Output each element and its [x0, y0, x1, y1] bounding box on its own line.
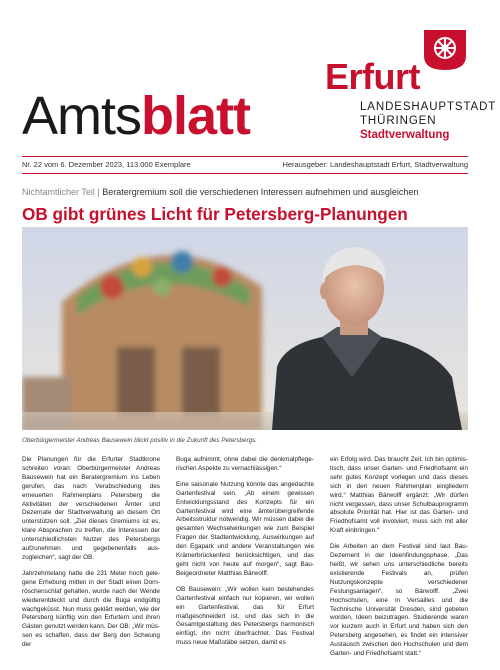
masthead-title-amts: Amts [22, 86, 142, 146]
article-headline: OB gibt grünes Licht für Petersberg-Planungen [22, 204, 408, 224]
article-column-2 [176, 456, 314, 655]
city-subtitle-region: THÜRINGEN [360, 115, 437, 127]
paragraph: Eine saisonale Nutzung könnte das angedachte Gartenfestival sein. „Ab einem gewissen Entwicklungsstand des Konzepts für ein Gartenfestival wird eine ämterübergreifende Arbeitsstruktur notwendig. Wir müssen dabei die gesamten Wechselwirkungen wie zum Beispiel Fragen der Stadtentwicklung, Auswirkungen auf den Egapark und andere Veranstaltungen wie Krämerbrückenfest berücksichtigen, und das geht nicht von heute auf morgen“, sagt Bau-Beigeordneter Matthias Bärwolff. [176, 480, 314, 577]
article-kicker [22, 186, 418, 198]
paragraph: OB Bausewein: „Wir wollen kein bestehendes Gartenfestival einfach nur kopieren, wir wollen ein Gartenfestival, das für Erfurt maßgeschneidert ist, und das sich in die Gesamtgestaltung des Petersbergs harmonisch einfügt, ihn nicht überfrachtet. Das Festival muss neue Maßstäbe setzen, damit es [176, 585, 314, 647]
city-name: Erfurt [325, 56, 420, 97]
masthead-title [22, 86, 250, 146]
paragraph: Die Planungen für die Erfurter Stadtkrone schreiten voran: Oberbürgermeister Andreas Bausewein hat ein Beratergremium ins Leben gerufen, das nach Verabschiedung des erneuerten Rahmenplans Petersberg die Aktivitäten der verschiedenen Ämter und Dezernate der Stadtverwaltung an diesem Ort unterstützen soll. „Ziel dieses Gremiums ist es, klare Absprachen zu treffen, die Interessen der unterschiedlichsten Nutzer des Petersbergs aufzunehmen und gegebenenfalls auszugleichen“, sagt der OB. [22, 456, 160, 561]
issue-bottom-rule [22, 173, 468, 174]
city-subtitle-state: LANDESHAUPTSTADT [360, 101, 497, 113]
paragraph: Jahrzehntelang hatte die 231 Meter hoch gelegene Erhebung mitten in der Stadt einen Dornröschenschlaf gehalten, wurde nach der Wende wiederentdeckt und durch die Buga endgültig wachgeküsst. Nun muss geklärt werden, wie der Petersberg künftig von den Erfurtern und ihren Gästen genutzt werden kann. Der OB: „Wir müssen es schaffen, dass der Berg den Schwung der [22, 569, 160, 649]
article-column-1 [22, 456, 160, 657]
paragraph: Die Arbeiten an dem Festival sind laut Bau-Dezernent in der Ideenfindungsphase. „Das heißt, wir sehen uns unterschiedliche bereits existierende Festivals an, prüfen Nutzungskonzepte verschiedener Festungsanlagen“, so Bärwolff. „Zwei Hochschulen, eine in Versailles und die Technische Universität Dresden, sind gebeten worden, Ideen beizutragen. Studierende waren vor kurzem auch in Erfurt und haben sich den Petersberg angesehen, es findet ein intensiver Austausch zwischen den Hochschulen und dem Garten- und Friedhofsamt statt.“ [330, 543, 468, 658]
kicker-separator: | [94, 187, 103, 197]
issue-top-rule [22, 156, 468, 157]
photo-caption: Oberbürgermeister Andreas Bausewein blickt positiv in die Zukunft des Petersbergs. [22, 437, 257, 444]
issue-publisher: Herausgeber: Landeshauptstadt Erfurt, Stadtverwaltung [282, 160, 468, 169]
issue-number: Nr. 22 vom 6. Dezember 2023, 113.000 Exemplare [22, 160, 191, 169]
paragraph: ein Erfolg wird. Das braucht Zeit. Ich bin optimistisch, dass unser Garten- und Friedhofsamt ein sehr gutes Konzept vorlegen und dass dieses sich in den neuen Rahmenplan eingliedern wird.“ Matthias Bärwolff ergänzt: „Wir dürfen nicht vergessen, dass unser Schulbauprogramm absolute Priorität hat. Hier ist das Garten- und Friedhofsamt voll involviert, muss sich mit aller Kraft einbringen.“ [330, 456, 468, 535]
section-tag: Nichtamtlicher Teil [22, 187, 95, 197]
kicker-text: Beratergremium soll die verschiedenen Interessen aufnehmen und ausgleichen [102, 187, 419, 197]
paragraph: Buga aufnimmt, ohne dabei die denkmalpflegerischen Aspekte zu vernachlässigen.“ [176, 456, 314, 472]
article-photo [22, 227, 468, 430]
masthead-title-blatt: blatt [141, 86, 251, 146]
city-subtitle-administration: Stadtverwaltung [360, 129, 450, 141]
article-column-3 [330, 456, 468, 666]
erfurt-wheel-icon [424, 30, 466, 70]
